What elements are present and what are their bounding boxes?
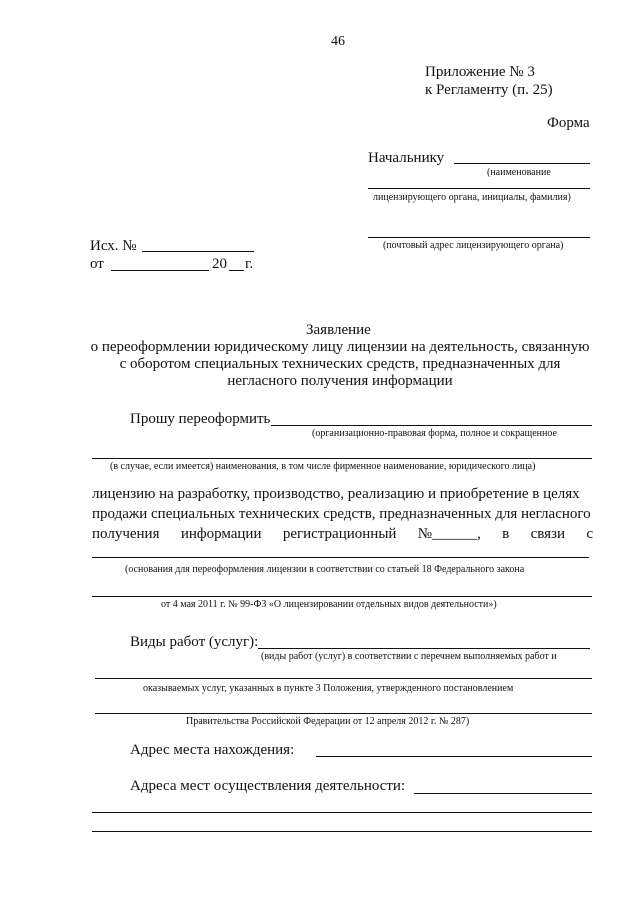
outgoing-year-suffix: г. — [245, 256, 254, 272]
addressee-caption-name: (наименование — [487, 167, 551, 178]
request-org-name-field[interactable] — [271, 425, 592, 426]
document-subject-line1: о переоформлении юридическому лицу лицензии на деятельность, связанную — [90, 339, 590, 355]
location-field[interactable] — [316, 756, 592, 757]
body-word-3: регистрационный — [282, 526, 397, 542]
registration-number-field[interactable]: №______, — [417, 526, 481, 542]
document-subject-line2: с оборотом специальных технических средств, предназначенных для — [119, 356, 561, 372]
activity-addresses-label: Адреса мест осуществления деятельности: — [130, 778, 406, 794]
addressee-org-field[interactable] — [368, 188, 590, 189]
page-number: 46 — [331, 34, 345, 49]
grounds-field-2[interactable] — [92, 596, 592, 597]
activity-address-field-3[interactable] — [92, 831, 592, 832]
works-caption-1: (виды работ (услуг) в соответствии с перечнем выполняемых работ и — [261, 651, 557, 662]
body-word-6: связи — [530, 526, 565, 542]
body-line-1: лицензию на разработку, производство, реализацию и приобретение в целях — [92, 486, 580, 502]
works-field-3[interactable] — [95, 713, 592, 714]
works-field-2[interactable] — [95, 678, 592, 679]
works-label: Виды работ (услуг): — [130, 634, 259, 650]
body-word-7: с — [586, 526, 593, 542]
licensing-address-caption: (почтовый адрес лицензирующего органа) — [383, 240, 564, 251]
grounds-caption-2: от 4 мая 2011 г. № 99-ФЗ «О лицензировании отдельных видов деятельности») — [161, 599, 497, 610]
request-caption-2: (в случае, если имеется) наименования, в том числе фирменное наименование, юридического лица) — [110, 461, 536, 472]
outgoing-year-field[interactable] — [229, 270, 244, 271]
outgoing-year-prefix: 20 — [212, 256, 227, 272]
addressee-label: Начальнику — [368, 150, 445, 166]
works-caption-3: Правительства Российской Федерации от 12 апреля 2012 г. № 287) — [186, 716, 470, 727]
document-subject-line3: негласного получения информации — [227, 373, 453, 389]
body-word-5: в — [502, 526, 510, 542]
grounds-field[interactable] — [92, 557, 589, 558]
request-org-name-field-2[interactable] — [92, 458, 592, 459]
licensing-address-field[interactable] — [368, 237, 590, 238]
body-line-2: продажи специальных технических средств, предназначенных для негласного — [92, 506, 591, 522]
activity-address-field[interactable] — [414, 793, 592, 794]
works-field[interactable] — [258, 648, 590, 649]
document-heading: Заявление — [306, 322, 371, 338]
form-label: Форма — [547, 115, 590, 131]
outgoing-date-field[interactable] — [111, 270, 209, 271]
appendix-title: Приложение № 3 — [425, 64, 535, 80]
request-caption-1: (организационно-правовая форма, полное и сокращенное — [312, 428, 557, 439]
activity-address-field-2[interactable] — [92, 812, 592, 813]
outgoing-number-field[interactable] — [142, 251, 254, 252]
request-label: Прошу переоформить — [130, 411, 271, 427]
addressee-caption-org: лицензирующего органа, инициалы, фамилия) — [373, 192, 571, 203]
body-word-1: получения — [92, 526, 160, 542]
body-line-3 — [92, 526, 593, 543]
appendix-reference: к Регламенту (п. 25) — [425, 82, 553, 98]
addressee-name-field[interactable] — [454, 163, 590, 164]
outgoing-number-label: Исх. № — [90, 238, 137, 254]
outgoing-date-label: от — [90, 256, 104, 272]
location-label: Адрес места нахождения: — [130, 742, 295, 758]
works-caption-2: оказываемых услуг, указанных в пункте 3 Положения, утвержденного постановлением — [143, 683, 514, 694]
grounds-caption-1: (основания для переоформления лицензии в соответствии со статьей 18 Федерального закона — [125, 564, 525, 575]
body-word-2: информации — [180, 526, 262, 542]
